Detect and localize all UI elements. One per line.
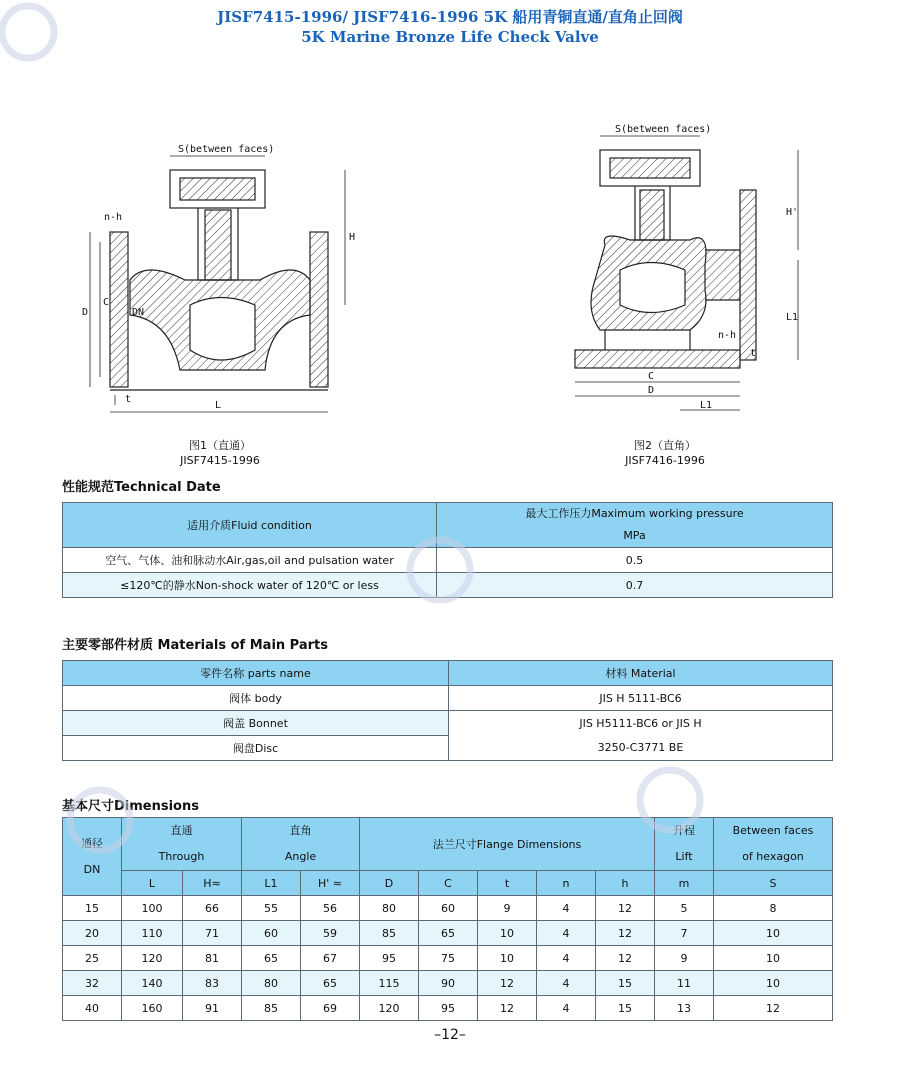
dim-sub-l1: L1: [242, 871, 301, 896]
dim-sub-n: n: [537, 871, 596, 896]
figure1-drawing: [70, 140, 370, 430]
dimensions-heading: 基本尺寸Dimensions: [62, 799, 199, 814]
table-row: [63, 946, 833, 971]
dimensions-cell: 67: [301, 946, 360, 971]
dimensions-cell: 120: [122, 946, 183, 971]
dim-col-through-line1: 直通: [170, 824, 193, 837]
dim-col-lift: [655, 818, 714, 871]
dimensions-cell: 100: [122, 896, 183, 921]
fig2-label-d: D: [648, 385, 655, 396]
dimensions-cell: 66: [183, 896, 242, 921]
dimensions-cell: 65: [419, 921, 478, 946]
fig2-label-nh: n-h: [718, 330, 737, 341]
dim-sub-hp: H' ≈: [301, 871, 360, 896]
figure1-caption-line1: 图1（直通）: [189, 439, 251, 452]
page-title-line1: JISF7415-1996/ JISF7416-1996 5K 船用青铜直通/直角止回阀: [217, 8, 683, 26]
dimensions-cell: 10: [714, 921, 833, 946]
technical-header-row: [63, 503, 833, 548]
technical-col-pressure: [437, 503, 833, 548]
dimensions-cell: 9: [478, 896, 537, 921]
dimensions-cell: 71: [183, 921, 242, 946]
figure2-caption-line2: JISF7416-1996: [625, 454, 705, 467]
technical-fluid-cell: 空气、气体、油和脉动水Air,gas,oil and pulsation water: [63, 548, 437, 573]
fig2-label-c: C: [648, 371, 655, 382]
dimensions-cell: 4: [537, 921, 596, 946]
table-row: [63, 548, 833, 573]
dim-col-dn-line1: 通径: [81, 836, 103, 850]
fig1-label-nh: n-h: [104, 212, 123, 223]
dimensions-cell: 95: [419, 996, 478, 1021]
dimensions-cell: 90: [419, 971, 478, 996]
dim-sub-m: m: [655, 871, 714, 896]
dim-col-through-line2: Through: [158, 850, 205, 863]
dim-col-lift-line2: Lift: [675, 850, 693, 863]
dim-col-faces-line2: of hexagon: [742, 850, 804, 863]
dimensions-cell: 8: [714, 896, 833, 921]
dim-sub-d: D: [360, 871, 419, 896]
materials-table: [62, 660, 833, 761]
dimensions-cell: 60: [242, 921, 301, 946]
figure2-drawing: [560, 120, 820, 420]
figure1-caption: [150, 438, 290, 468]
dim-col-lift-line1: 升程: [673, 824, 695, 837]
table-row: [63, 996, 833, 1021]
dimensions-cell: 11: [655, 971, 714, 996]
fig2-label-t: t: [750, 348, 757, 359]
technical-heading: 性能规范Technical Date: [62, 480, 221, 495]
fig1-label-d: D: [82, 307, 89, 318]
dimensions-cell: 85: [360, 921, 419, 946]
figure2-caption: [595, 438, 735, 468]
dimensions-cell: 60: [419, 896, 478, 921]
dimensions-cell: 69: [301, 996, 360, 1021]
materials-part-cell: 阀盖 Bonnet: [63, 711, 449, 736]
dimensions-cell: 80: [360, 896, 419, 921]
table-row: [63, 711, 833, 736]
dimensions-cell: 115: [360, 971, 419, 996]
fig1-label-t: t: [125, 394, 132, 405]
dimensions-cell: 13: [655, 996, 714, 1021]
dimensions-cell: 91: [183, 996, 242, 1021]
dim-col-angle-line2: Angle: [284, 850, 317, 863]
dimensions-cell: 9: [655, 946, 714, 971]
figure2-caption-line1: 图2（直角）: [634, 439, 696, 452]
dimensions-cell: 15: [63, 896, 122, 921]
dimensions-cell: 12: [478, 971, 537, 996]
table-row: [63, 896, 833, 921]
dimensions-cell: 12: [478, 996, 537, 1021]
dimensions-cell: 56: [301, 896, 360, 921]
fig1-label-s: S(between faces): [178, 144, 275, 155]
dimensions-cell: 10: [478, 946, 537, 971]
dimensions-cell: 160: [122, 996, 183, 1021]
dim-col-angle-line1: 直角: [289, 824, 312, 837]
dimensions-cell: 81: [183, 946, 242, 971]
dimensions-cell: 4: [537, 896, 596, 921]
materials-material-line2: 3250-C3771 BE: [597, 740, 684, 754]
page-number: –12–: [434, 1027, 466, 1043]
technical-col-fluid: 适用介质Fluid condition: [63, 503, 437, 548]
dimensions-cell: 110: [122, 921, 183, 946]
dimensions-cell: 40: [63, 996, 122, 1021]
dimensions-cell: 12: [596, 946, 655, 971]
dimensions-cell: 4: [537, 971, 596, 996]
dim-col-through: [122, 818, 242, 871]
page-title-line2: 5K Marine Bronze Life Check Valve: [301, 28, 599, 46]
dimensions-cell: 65: [242, 946, 301, 971]
dim-sub-t: t: [478, 871, 537, 896]
materials-part-cell: 阀盘Disc: [63, 736, 449, 761]
table-row: [63, 573, 833, 598]
materials-material-line1: JIS H5111-BC6 or JIS H: [579, 716, 702, 730]
dim-col-dn: [63, 818, 122, 896]
dim-sub-h-bolt: h: [596, 871, 655, 896]
dim-sub-s: S: [714, 871, 833, 896]
dimensions-cell: 85: [242, 996, 301, 1021]
dim-col-flange: 法兰尺寸Flange Dimensions: [360, 818, 655, 871]
materials-part-cell: 阀体 body: [63, 686, 449, 711]
dimensions-cell: 15: [596, 971, 655, 996]
dimensions-cell: 10: [714, 946, 833, 971]
dimensions-cell: 80: [242, 971, 301, 996]
fig1-label-c: C: [103, 297, 110, 308]
table-row: [63, 971, 833, 996]
materials-header-row: [63, 661, 833, 686]
technical-pressure-cell: 0.5: [437, 548, 833, 573]
dim-col-dn-line2: DN: [83, 862, 101, 876]
dimensions-header-row: [63, 818, 833, 871]
dimensions-cell: 20: [63, 921, 122, 946]
dimensions-cell: 12: [596, 921, 655, 946]
dimensions-body: [63, 896, 833, 1021]
dimensions-cell: 4: [537, 996, 596, 1021]
dimensions-cell: 32: [63, 971, 122, 996]
dimensions-cell: 4: [537, 946, 596, 971]
dimensions-cell: 55: [242, 896, 301, 921]
dim-sub-c: C: [419, 871, 478, 896]
technical-col-pressure-line1: 最大工作压力Maximum working pressure: [525, 507, 744, 520]
dimensions-subheader-row: [63, 871, 833, 896]
materials-material-merged-cell: [449, 711, 833, 761]
dim-col-faces: [714, 818, 833, 871]
materials-col-material: 材料 Material: [449, 661, 833, 686]
table-row: [63, 921, 833, 946]
materials-col-part: 零件名称 parts name: [63, 661, 449, 686]
dimensions-cell: 15: [596, 996, 655, 1021]
technical-table: [62, 502, 833, 598]
dimensions-cell: 5: [655, 896, 714, 921]
table-row: [63, 686, 833, 711]
technical-pressure-cell: 0.7: [437, 573, 833, 598]
dimensions-cell: 12: [596, 896, 655, 921]
dimensions-cell: 65: [301, 971, 360, 996]
dimensions-cell: 75: [419, 946, 478, 971]
dimensions-cell: 95: [360, 946, 419, 971]
technical-col-pressure-line2: MPa: [623, 529, 646, 542]
materials-material-cell: JIS H 5111-BC6: [449, 686, 833, 711]
figure1-caption-line2: JISF7415-1996: [180, 454, 260, 467]
dimensions-cell: 7: [655, 921, 714, 946]
dim-sub-l: L: [122, 871, 183, 896]
dimensions-cell: 12: [714, 996, 833, 1021]
technical-fluid-cell: ≤120℃的静水Non-shock water of 120℃ or less: [63, 573, 437, 598]
fig2-label-l1b: L1: [700, 400, 713, 411]
dim-col-faces-line1: Between faces: [732, 824, 814, 837]
dimensions-table: [62, 817, 833, 1021]
dimensions-cell: 10: [714, 971, 833, 996]
fig1-label-h: H: [349, 232, 356, 243]
dimensions-cell: 83: [183, 971, 242, 996]
dim-sub-h: H≈: [183, 871, 242, 896]
fig2-label-s: S(between faces): [615, 124, 712, 135]
dimensions-cell: 10: [478, 921, 537, 946]
fig2-label-hp: H': [786, 207, 799, 218]
dimensions-cell: 25: [63, 946, 122, 971]
dim-col-angle: [242, 818, 360, 871]
dimensions-cell: 59: [301, 921, 360, 946]
dimensions-cell: 120: [360, 996, 419, 1021]
fig1-label-l: L: [215, 400, 222, 411]
materials-heading: 主要零部件材质 Materials of Main Parts: [62, 638, 328, 653]
fig2-label-l1: L1: [786, 312, 799, 323]
fig1-label-dn: DN: [132, 307, 145, 318]
dimensions-cell: 140: [122, 971, 183, 996]
